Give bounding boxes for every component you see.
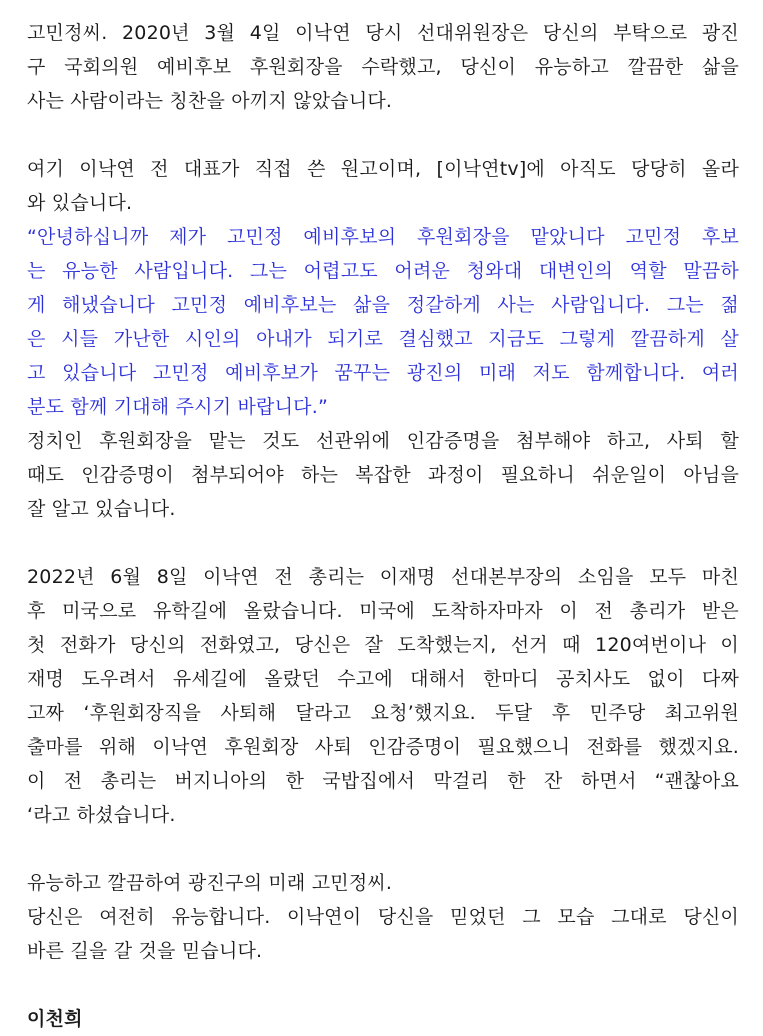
text-line: 2022년 6월 8일 이낙연 전 총리는 이재명 선대본부장의 소임을 모두 마친	[27, 566, 739, 588]
quote-line: 은 시들 가난한 시인의 아내가 되기로 결심했고 지금도 그렇게 깔끔하게 살	[27, 328, 739, 350]
quote-line: 고 있습니다 고민정 예비후보가 꿈꾸는 광진의 미래 저도 함께합니다. 여러	[27, 362, 739, 384]
paragraph-3	[27, 560, 739, 832]
paragraph-spacer	[27, 968, 739, 1002]
quote-line: 게 해냈습니다 고민정 예비후보는 삶을 정갈하게 사는 사람입니다. 그는 젊	[27, 294, 739, 316]
text-line: 때도 인감증명이 첨부되어야 하는 복잡한 과정이 필요하니 쉬운일이 아님을	[27, 464, 739, 486]
text-line: 유능하고 깔끔하여 광진구의 미래 고민정씨.	[27, 872, 393, 894]
quoted-speech	[27, 220, 739, 424]
paragraph-1	[27, 16, 739, 118]
text-line: 고짜 ‘후원회장직을 사퇴해 달라고 요청’했지요. 두달 후 민주당 최고위원	[27, 702, 739, 724]
paragraph-spacer	[27, 526, 739, 560]
letter-document	[27, 16, 739, 1036]
text-line: 사는 사람이라는 칭찬을 아끼지 않았습니다.	[27, 90, 393, 112]
paragraph-2	[27, 152, 739, 526]
paragraph-spacer	[27, 832, 739, 866]
text-line: 출마를 위해 이낙연 후원회장 사퇴 인감증명이 필요했으니 전화를 했겠지요.	[27, 736, 739, 758]
text-line: 바른 길을 갈 것을 믿습니다.	[27, 940, 263, 962]
text-line: ‘라고 하셨습니다.	[27, 804, 176, 826]
text-line: 후 미국으로 유학길에 올랐습니다. 미국에 도착하자마자 이 전 총리가 받은	[27, 600, 739, 622]
text-line: 여기 이낙연 전 대표가 직접 쓴 원고이며, [이낙연tv]에 아직도 당당히 올라	[27, 158, 739, 180]
text-line: 정치인 후원회장을 맡는 것도 선관위에 인감증명을 첨부해야 하고, 사퇴 할	[27, 430, 739, 452]
paragraph-spacer	[27, 118, 739, 152]
signature-block	[27, 1002, 739, 1036]
text-line: 이 전 총리는 버지니아의 한 국밥집에서 막걸리 한 잔 하면서 “괜찮아요	[27, 770, 739, 792]
quote-line: “안녕하십니까 제가 고민정 예비후보의 후원회장을 맡았니다 고민정 후보	[27, 226, 739, 248]
text-line: 구 국회의원 예비후보 후원회장을 수락했고, 당신이 유능하고 깔끔한 삶을	[27, 56, 739, 78]
quote-line: 는 유능한 사람입니다. 그는 어렵고도 어려운 청와대 대변인의 역할 말끔하	[27, 260, 739, 282]
text-line: 당신은 여전히 유능합니다. 이낙연이 당신을 믿었던 그 모습 그대로 당신이	[27, 906, 739, 928]
signature: 이천희	[27, 1008, 83, 1030]
text-line: 재명 도우려서 유세길에 올랐던 수고에 대해서 한마디 공치사도 없이 다짜	[27, 668, 739, 690]
text-line: 잘 알고 있습니다.	[27, 498, 176, 520]
text-line: 고민정씨. 2020년 3월 4일 이낙연 당시 선대위원장은 당신의 부탁으로 광진	[27, 22, 739, 44]
text-line: 와 있습니다.	[27, 192, 133, 214]
paragraph-4	[27, 866, 739, 968]
text-line: 첫 전화가 당신의 전화였고, 당신은 잘 도착했는지, 선거 때 120여번이나 이	[27, 634, 739, 656]
quote-line: 분도 함께 기대해 주시기 바랍니다.”	[27, 396, 328, 418]
